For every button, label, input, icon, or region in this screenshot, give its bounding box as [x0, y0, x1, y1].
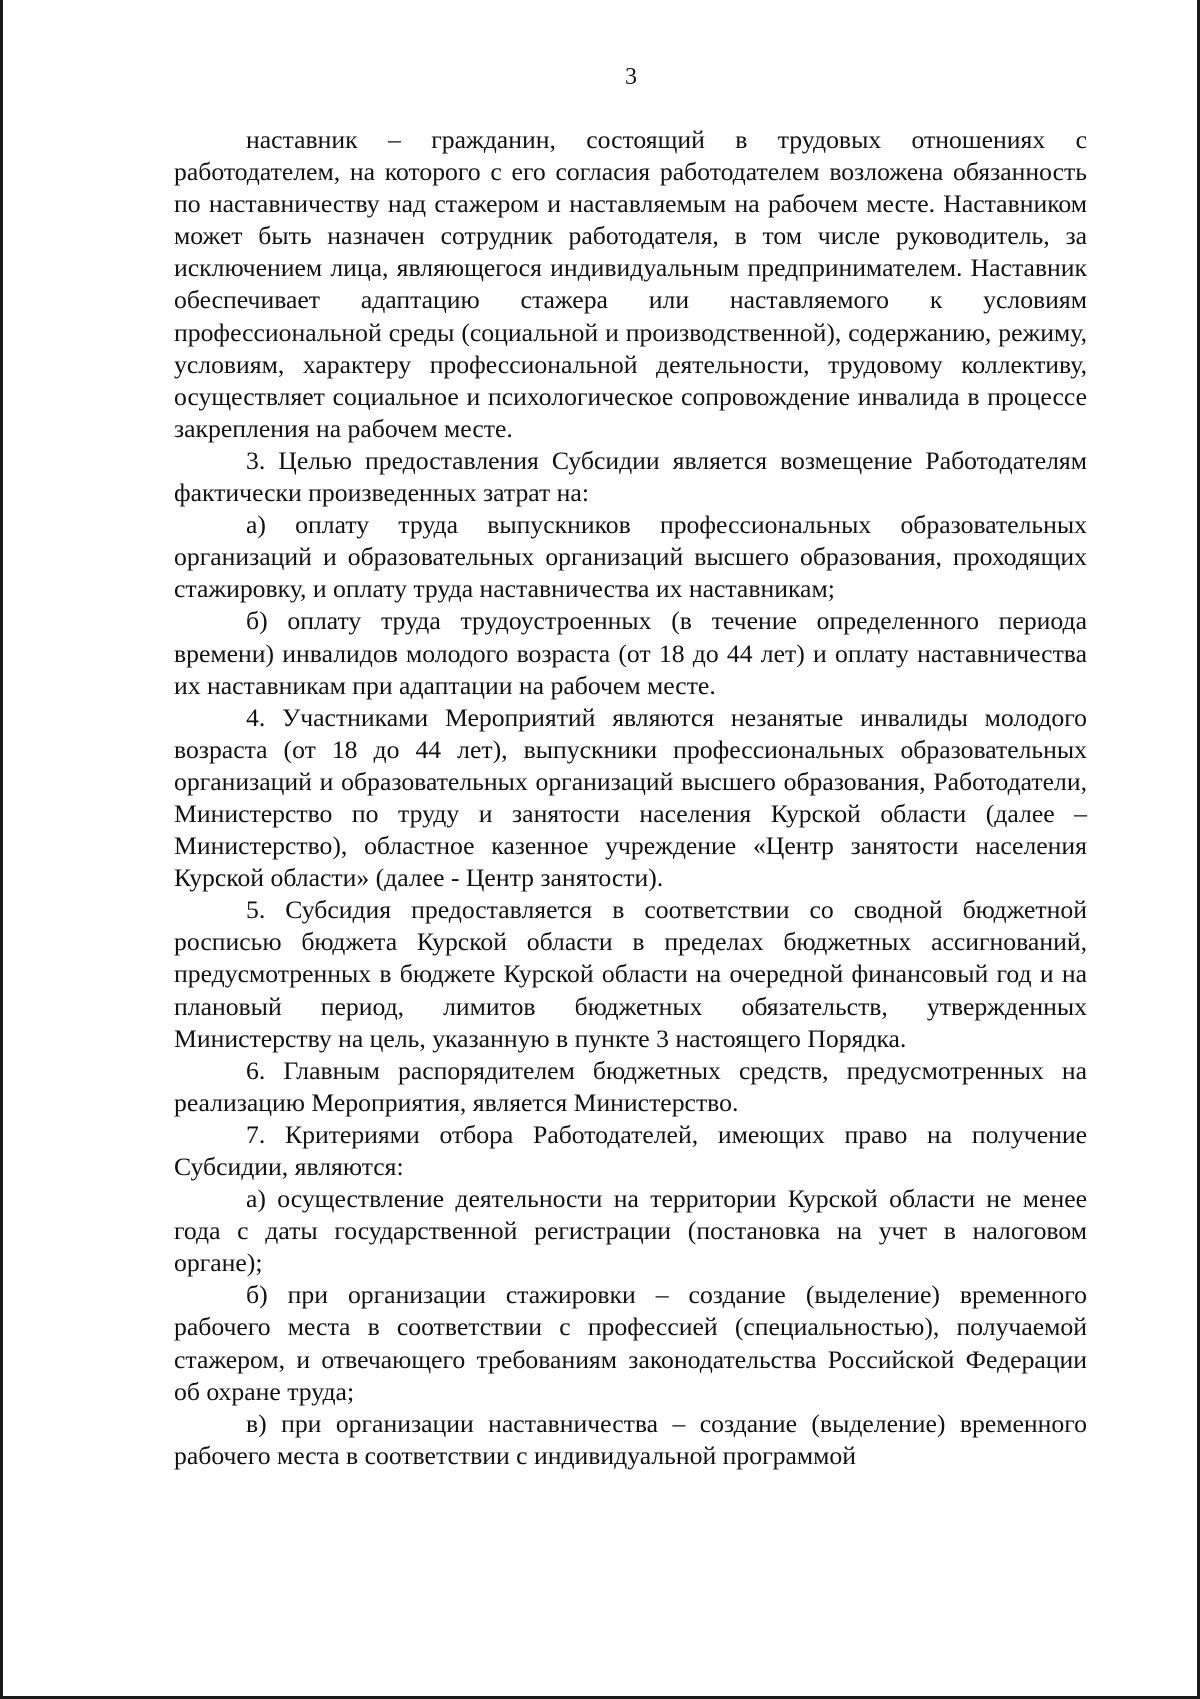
paragraph-item-5: 5. Субсидия предоставляется в соответствии со сводной бюджетной росписью бюджета Курской области в пределах бюджетных ассигнований, предусмотренных в бюджете Курской области на очередной финансовый год и на плановый период, лимитов бюджетных обязательств, утвержденных Министерству на цель, указанную в пункте 3 настоящего Порядка. — [174, 895, 1087, 1053]
paragraph-item-3: 3. Целью предоставления Субсидии является возмещение Работодателям фактически произведенных затрат на: — [174, 445, 1087, 508]
paragraph-item-7: 7. Критериями отбора Работодателей, имеющих право на получение Субсидии, являются: — [174, 1119, 1087, 1181]
page-number: 3 — [625, 64, 637, 90]
scan-border-left — [0, 0, 3, 1699]
paragraph-item-3a: а) оплату труда выпускников профессиональных образовательных организаций и образовательных организаций высшего образования, проходящих стажировку, и оплату труда наставничества их наставникам; — [174, 510, 1087, 604]
paragraph-item-6: 6. Главным распорядителем бюджетных средств, предусмотренных на реализацию Мероприятия, является Министерство. — [174, 1055, 1087, 1117]
paragraph-item-7b: б) при организации стажировки – создание (выделение) временного рабочего места в соответствии с профессией (специальностью), получаемой стажером, и отвечающего требованиям законодательства Российской Федерации об охране труда; — [174, 1280, 1087, 1406]
document-body — [174, 124, 1087, 1472]
paragraph-item-4: 4. Участниками Мероприятий являются незанятые инвалиды молодого возраста (от 18 до 44 лет), выпускники профессиональных образовательных организаций и образовательных организаций высшего образования, Работодатели, Министерство по труду и занятости населения Курской области (далее – Министерство), областное казенное учреждение «Центр занятости населения Курской области» (далее - Центр занятости). — [174, 702, 1087, 893]
paragraph-item-7v: в) при организации наставничества – создание (выделение) временного рабочего места в соответствии с индивидуальной программой — [174, 1408, 1087, 1470]
paragraph-item-3b: б) оплату труда трудоустроенных (в течение определенного периода времени) инвалидов молодого возраста (от 18 до 44 лет) и оплату наставничества их наставникам при адаптации на рабочем месте. — [174, 606, 1087, 700]
paragraph-mentor-definition: наставник – гражданин, состоящий в трудовых отношениях с работодателем, на которого с его согласия работодателем возложена обязанность по наставничеству над стажером и наставляемым на рабочем месте. Наставником может быть назначен сотрудник работодателя, в том числе руководитель, за исключением лица, являющегося индивидуальным предпринимателем. Наставник обеспечивает адаптацию стажера или наставляемого к условиям профессиональной среды (социальной и производственной), содержанию, режиму, условиям, характеру профессиональной деятельности, трудовому коллективу, осуществляет социальное и психологическое сопровождение инвалида в процессе закрепления на рабочем месте. — [174, 125, 1087, 443]
paragraph-item-7a: а) осуществление деятельности на территории Курской области не менее года с даты государственной регистрации (постановка на учет в налоговом органе); — [174, 1184, 1087, 1278]
